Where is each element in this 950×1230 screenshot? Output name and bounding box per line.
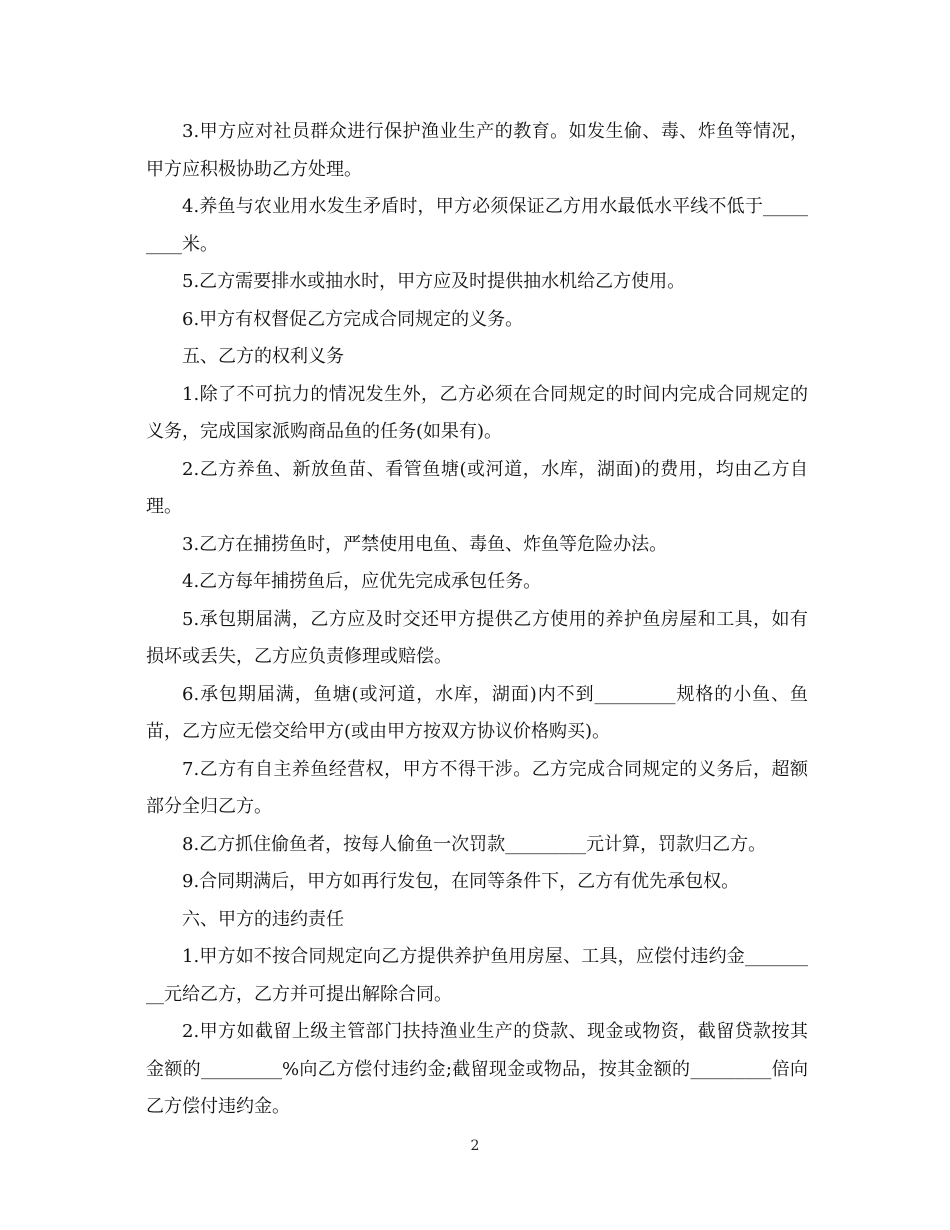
paragraph-fish-theft-fine: 8.乙方抓住偷鱼者，按每人偷鱼一次罚款_________元计算，罚款归乙方。 [182,833,767,855]
paragraph-return-tools: 5.承包期届满，乙方应及时交还甲方提供乙方使用的养护鱼房屋和工具，如有损坏或丢失，乙方应负责修理或赔偿。 [146,608,808,667]
paragraph-owner-education: 3.甲方应对社员群众进行保护渔业生产的教育。如发生偷、毒、炸鱼等情况，甲方应积极协助乙方处理。 [146,121,808,180]
paragraph-supervision-right: 6.甲方有权督促乙方完成合同规定的义务。 [182,308,524,330]
paragraph-cost-responsibility: 2.乙方养鱼、新放鱼苗、看管鱼塘(或河道，水库，湖面)的费用，均由乙方自理。 [146,458,808,517]
document-body [146,113,808,1126]
paragraph-small-fish: 6.承包期届满，鱼塘(或河道，水库，湖面)内不到_________规格的小鱼、鱼苗，乙方应无偿交给甲方(或由甲方按双方协议价格购买)。 [146,683,808,742]
paragraph-renewal-priority: 9.合同期满后，甲方如再行发包，在同等条件下，乙方有优先承包权。 [182,871,740,892]
paragraph-priority-task: 4.乙方每年捕捞鱼后，应优先完成承包任务。 [182,571,542,592]
paragraph-management-right: 7.乙方有自主养鱼经营权，甲方不得干涉。乙方完成合同规定的义务后，超额部分全归乙方。 [146,758,808,817]
paragraph-dangerous-fishing-ban: 3.乙方在捕捞鱼时，严禁使用电鱼、毒鱼、炸鱼等危险办法。 [182,533,668,555]
page-number: 2 [470,1138,480,1154]
paragraph-facility-breach: 1.甲方如不按合同规定向乙方提供养护鱼用房屋、工具，应偿付违约金_________元给乙方，乙方并可提出解除合同。 [146,946,808,1005]
paragraph-water-level: 4.养鱼与农业用水发生矛盾时，甲方必须保证乙方用水最低水平线不低于_________米。 [146,196,808,255]
paragraph-funding-breach: 2.甲方如截留上级主管部门扶持渔业生产的贷款、现金或物资，截留贷款按其金额的_________%向乙方偿付违约金;截留现金或物品，按其金额的_________倍向乙方偿付违约金。 [146,1021,808,1117]
paragraph-contract-obligations: 1.除了不可抗力的情况发生外，乙方必须在合同规定的时间内完成合同规定的义务，完成国家派购商品鱼的任务(如果有)。 [146,383,808,442]
section-heading-party-a-liability: 六、甲方的违约责任 [182,908,344,930]
paragraph-pump-supply: 5.乙方需要排水或抽水时，甲方应及时提供抽水机给乙方使用。 [182,271,686,292]
section-heading-party-b-rights: 五、乙方的权利义务 [182,346,344,367]
